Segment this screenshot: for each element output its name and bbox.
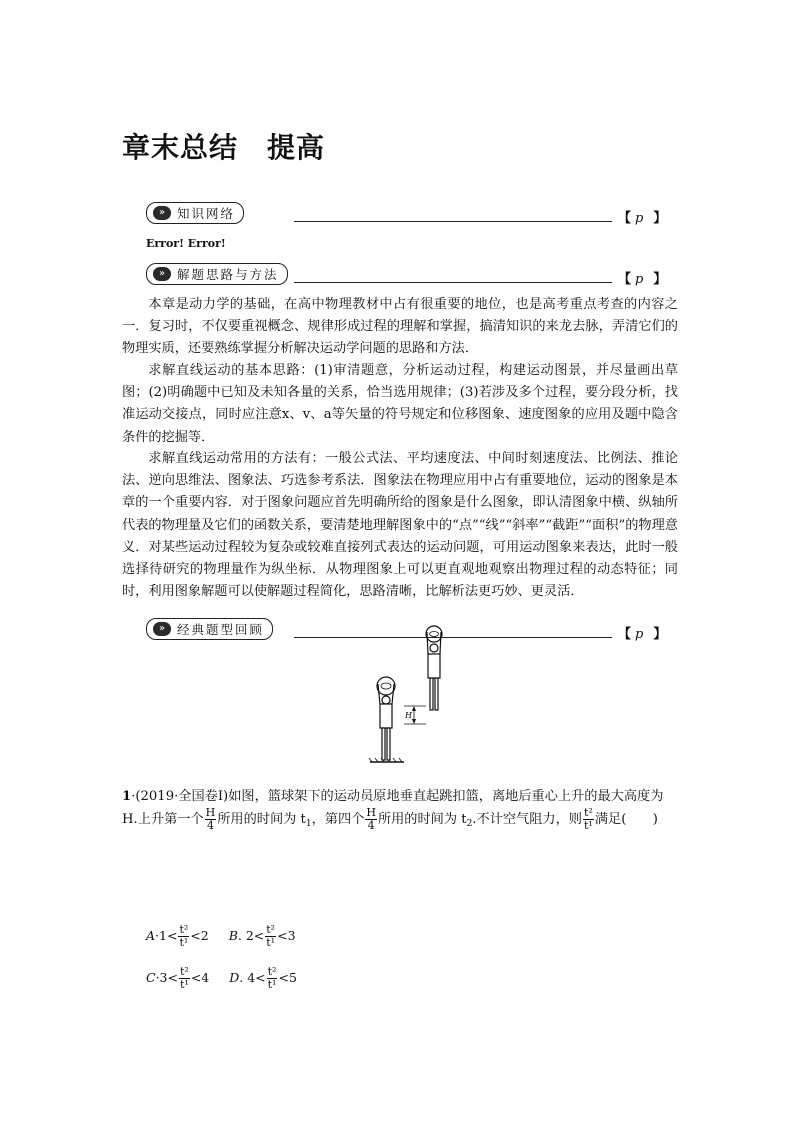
- option-a[interactable]: A·1< $\frac{\text{t²}}{\text{t¹}}$ <2: [146, 923, 209, 949]
- section-header-method: [146, 261, 667, 287]
- section-tab: [146, 263, 288, 285]
- section-rule: [294, 282, 612, 283]
- section-header-classic: [146, 616, 667, 642]
- section-label: 知识网络: [177, 206, 236, 221]
- double-chevron-icon: »: [153, 622, 171, 636]
- option-d[interactable]: D. 4< $\frac{\text{t²}}{\text{t¹}}$ <5: [229, 965, 297, 991]
- paragraph-approach: 求解直线运动的基本思路：(1)审清题意，分析运动过程，构建运动图景，并尽量画出草图；(2)明确题中已知及未知各量的关系，恰当选用规律；(3)若涉及多个过程，要分段分析，找准运动交接点，同时应注意x、v、a等矢量的符号规定和位移图象、速度图象的应用及题中隐含条件的挖掘等．: [122, 363, 678, 445]
- section-tab: [146, 618, 273, 640]
- fraction-t-ratio: $\frac{\text{t²}}{\text{t¹}}$: [584, 806, 593, 832]
- section-rule: [294, 221, 612, 222]
- error-text: Error! Error!: [146, 237, 226, 250]
- options-row-cd: [146, 966, 297, 991]
- question-number: 1: [122, 789, 132, 804]
- height-label: H: [405, 711, 412, 720]
- question-source: ·(2019·全国卷Ⅰ): [131, 789, 229, 804]
- section-label: 经典题型回顾: [177, 622, 265, 637]
- section-tab: [146, 202, 244, 224]
- double-chevron-icon: »: [153, 267, 171, 281]
- question-1: 1·(2019·全国卷Ⅰ)如图，篮球架下的运动员原地垂直起跳扣篮，离地后重心上升的最大高度为 H.上升第一个 $\frac{H}{4}$ 所用的时间为 $t_1$，第四个 $\frac{H}{4}$ 所用的时间为 $t_2$.不计空气阻力，则 $\frac{\text{t²}}{\text{t¹}}$ 满足( ): [122, 789, 664, 832]
- page-reference: 【 p 】: [618, 627, 667, 642]
- double-chevron-icon: »: [153, 206, 171, 220]
- options-row-ab: [146, 924, 296, 949]
- fraction-h-over-4: $\frac{H}{4}$: [205, 806, 216, 832]
- option-b[interactable]: B. 2< $\frac{\text{t²}}{\text{t¹}}$ <3: [228, 923, 296, 949]
- section-header-knowledge: [146, 200, 667, 226]
- paragraph-methods: 求解直线运动常用的方法有：一般公式法、平均速度法、中间时刻速度法、比例法、推论法、逆向思维法、图象法、巧选参考系法．图象法在物理应用中占有重要地位，运动的图象是本章的一个重要内容．对于图象问题应首先明确所给的图象是什么图象，即认清图象中横、纵轴所代表的物理量及它们的函数关系，要清楚地理解图象中的“点”“线”“斜率”“截距”“面积”的物理意义．对某些运动过程较为复杂或较难直接列式表达的运动问题，可用运动图象来表达，此时一般选择待研究的物理量作为纵坐标．从物理图象上可以更直观地观察出物理过程的动态特征；同时，利用图象解题可以使解题过程简化，思路清晰，比解析法更巧妙、更灵活．: [122, 451, 678, 600]
- page-title: 章末总结 提高: [122, 131, 326, 164]
- basketball-jump-figure: [366, 624, 450, 764]
- option-c[interactable]: C·3< $\frac{\text{t²}}{\text{t¹}}$ <4: [146, 965, 210, 991]
- fraction-h-over-4: $\frac{H}{4}$: [366, 806, 376, 832]
- page-reference: 【 p 】: [618, 211, 667, 226]
- page-reference: 【 p 】: [618, 272, 667, 287]
- paragraph-intro: 本章是动力学的基础，在高中物理教材中占有很重要的地位，也是高考重点考查的内容之一．复习时，不仅要重视概念、规律形成过程的理解和掌握，搞清知识的来龙去脉，弄清它们的物理实质，还要熟练掌握分析解决运动学问题的思路和方法．: [122, 297, 678, 357]
- section-label: 解题思路与方法: [177, 267, 279, 282]
- section-rule: [294, 637, 612, 638]
